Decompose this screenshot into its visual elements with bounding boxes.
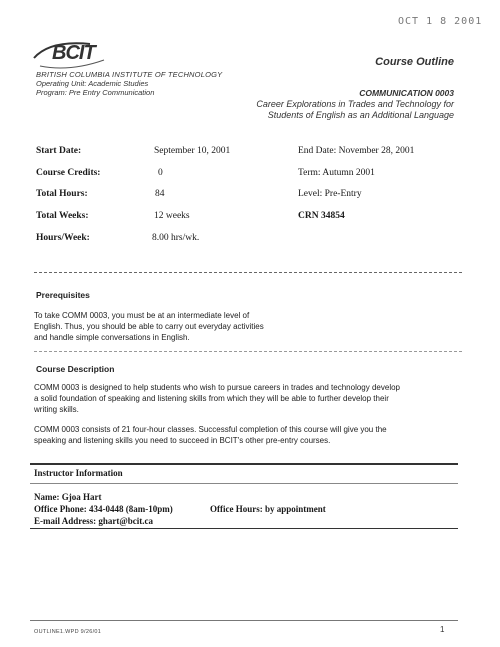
course-description-heading: Course Description bbox=[36, 364, 115, 374]
divider bbox=[34, 272, 462, 273]
description-p1-line-2: a solid foundation of speaking and listening skills from which they will be able to further develop their bbox=[34, 394, 389, 403]
term: Term: Autumn 2001 bbox=[298, 168, 375, 178]
footer-file-name: OUTLINE1.WPD 9/26/01 bbox=[34, 629, 102, 635]
total-hours-label: Total Hours: bbox=[36, 189, 88, 199]
section-rule bbox=[30, 463, 458, 465]
section-rule bbox=[30, 528, 458, 529]
page-number: 1 bbox=[440, 625, 445, 634]
description-p1-line-3: writing skills. bbox=[34, 405, 79, 414]
total-weeks-label: Total Weeks: bbox=[36, 211, 89, 221]
description-p2-line-1: COMM 0003 consists of 21 four-hour classes. Successful completion of this course will give you the bbox=[34, 425, 387, 434]
document-type: Course Outline bbox=[375, 56, 454, 68]
course-credits-label: Course Credits: bbox=[36, 168, 101, 178]
course-title: Career Explorations in Trades and Technology for Students of English as an Additional Language bbox=[256, 99, 454, 120]
institution-name: BRITISH COLUMBIA INSTITUTE OF TECHNOLOGY bbox=[36, 70, 223, 79]
level: Level: Pre-Entry bbox=[298, 189, 362, 199]
divider bbox=[34, 351, 462, 352]
description-p1-line-1: COMM 0003 is designed to help students who wish to pursue careers in trades and technology develop bbox=[34, 383, 400, 392]
start-date-label: Start Date: bbox=[36, 146, 82, 156]
total-hours-value: 84 bbox=[155, 189, 165, 199]
end-date: End Date: November 28, 2001 bbox=[298, 146, 415, 156]
start-date-value: September 10, 2001 bbox=[154, 146, 231, 156]
operating-unit: Operating Unit: Academic Studies bbox=[36, 79, 149, 88]
instructor-phone: Office Phone: 434-0448 (8am-10pm) bbox=[34, 504, 173, 514]
received-stamp: OCT 1 8 2001 bbox=[398, 16, 483, 27]
instructor-heading: Instructor Information bbox=[34, 468, 123, 478]
course-credits-value: 0 bbox=[158, 168, 163, 178]
total-weeks-value: 12 weeks bbox=[154, 211, 190, 221]
prerequisites-line-3: and handle simple conversations in English. bbox=[34, 333, 190, 342]
instructor-email: E-mail Address: ghart@bcit.ca bbox=[34, 516, 153, 526]
prerequisites-line-1: To take COMM 0003, you must be at an intermediate level of bbox=[34, 311, 250, 320]
program-name: Program: Pre Entry Communication bbox=[36, 88, 155, 97]
course-code: COMMUNICATION 0003 bbox=[359, 88, 454, 98]
section-rule bbox=[30, 483, 458, 484]
hours-per-week-value: 8.00 hrs/wk. bbox=[152, 233, 200, 243]
logo-text: BCIT bbox=[52, 42, 95, 64]
crn: CRN 34854 bbox=[298, 211, 345, 221]
instructor-name: Name: Gjoa Hart bbox=[34, 492, 102, 502]
instructor-office-hours: Office Hours: by appointment bbox=[210, 504, 326, 514]
prerequisites-heading: Prerequisites bbox=[36, 290, 90, 300]
footer-rule bbox=[30, 620, 458, 621]
hours-per-week-label: Hours/Week: bbox=[36, 233, 90, 243]
description-p2-line-2: speaking and listening skills you need to succeed in BCIT's other pre-entry courses. bbox=[34, 436, 331, 445]
prerequisites-line-2: English. Thus, you should be able to carry out everyday activities bbox=[34, 322, 264, 331]
